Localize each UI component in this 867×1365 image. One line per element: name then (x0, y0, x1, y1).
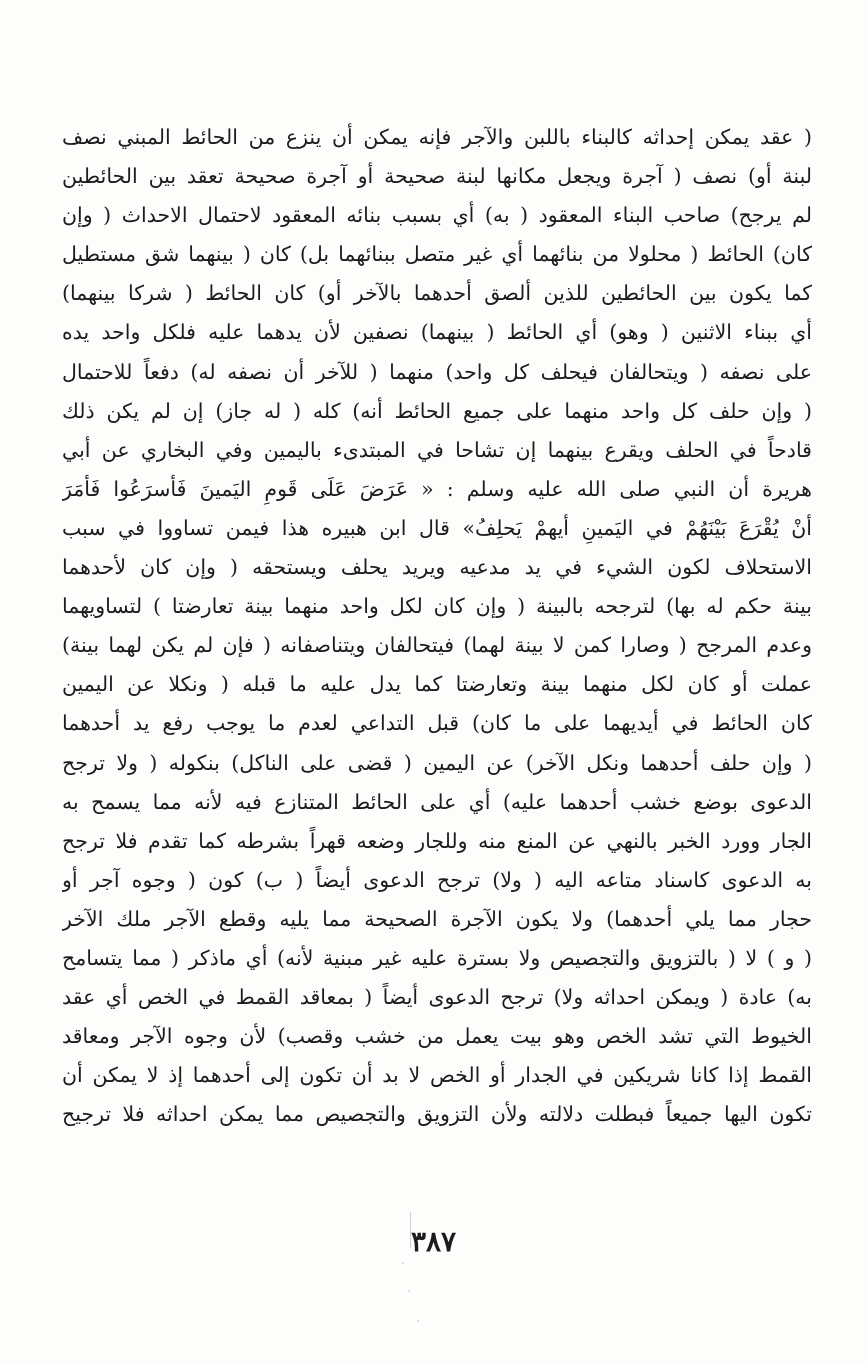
text-line: عملت أو كان لكل منهما بينة وتعارضتا كما يدل عليه ما قبله ( ونكلا عن اليمين (62, 672, 812, 697)
text-line: تكون اليها جميعاً فبطلت دلالته ولأن التزويق والتجصيص مما يمكن احداثه فلا ترجيح (62, 1102, 812, 1127)
text-line: ( وإن حلف أحدهما ونكل الآخر) عن اليمين ( قضى على الناكل) بنكوله ( ولا ترجح (62, 750, 812, 775)
text-line: وعدم المرجح ( وصارا كمن لا بينة لهما) فيتحالفان ويتناصفانه ( فإن لم يكن لهما بينة) (62, 633, 812, 658)
text-line: كان الحائط في أيديهما على ما كان) قبل التداعي لعدم ما يوجب رفع يد أحدهما (62, 711, 812, 736)
text-line: قادحاً في الحلف ويقرع بينهما إن تشاحا في المبتدىء باليمين وفي البخاري عن أبي (62, 437, 812, 462)
scan-speck (402, 1262, 404, 1264)
text-line: هريرة أن النبي صلى الله عليه وسلم : « عَرَضَ عَلَى قَومِ اليَمينَ فَأسرَعُوا فَأمَرَ (62, 476, 812, 501)
text-line: القمط إذا كانا شريكين في الجدار أو الخص لا بد أن تكون إلى أحدهما إذ لا يمكن أن (62, 1063, 812, 1088)
text-line: على نصفه ( ويتحالفان فيحلف كل واحد) منهما ( للآخر أن نصفه له) دفعاً للاحتمال (62, 359, 812, 384)
text-line: به) عادة ( ويمكن احداثه ولا) ترجح الدعوى أيضاً ( بمعاقد القمط في الخص أي عقد (62, 985, 812, 1010)
text-line: لبنة أو) نصف ( آجرة ويجعل مكانها لبنة صحيحة أو آجرة صحيحة تعقد بين الحائطين (62, 164, 812, 189)
text-line: ( عقد يمكن إحداثه كالبناء باللبن والآجر فإنه يمكن أن ينزع من الحائط المبني نصف (62, 125, 812, 149)
text-line: الاستحلاف لكون الشيء في يد مدعيه ويريد يحلف ويستحقه ( وإن كان لأحدهما (62, 555, 812, 580)
text-line: الجار وورد الخبر بالنهي عن المنع منه وللجار وضعه قهراً بشرطه كما تقدم فلا ترجح (62, 828, 812, 853)
text-line: بينة حكم له بها) لترجحه بالبينة ( وإن كان لكل واحد منهما بينة تعارضتا ) لتساويهما (62, 594, 812, 619)
text-line: أنْ يُقْرَعَ بَيْنَهُمْ في اليَمينِ أيهمْ يَحلِفُ» قال ابن هبيره هذا فيمن تساووا في سبب (62, 515, 812, 540)
text-line: به الدعوى كاسناد متاعه اليه ( ولا) ترجح الدعوى أيضاً ( ب) كون ( وجوه آجر أو (62, 867, 812, 892)
text-line: الخيوط التي تشد الخص وهو بيت يعمل من خشب وقصب) لأن وجوه الآجر ومعاقد (62, 1024, 812, 1049)
text-line: كان) الحائط ( محلولا من بنائهما أي غير متصل ببنائهما بل) كان ( بينهما شق مستطيل (62, 242, 812, 267)
text-line: الدعوى بوضع خشب أحدهما عليه) أي على الحائط المتنازع فيه لأنه مما يسمح به (62, 789, 812, 814)
text-line: كما يكون بين الحائطين للذين ألصق أحدهما بالآخر أو) كان الحائط ( شركا بينهما) (62, 281, 812, 306)
text-line: ( و ) لا ( بالتزويق والتجصيص ولا بسترة عليه غير مبنية لأنه) أي ماذكر ( مما يتسامح (62, 945, 812, 970)
body-text (62, 118, 812, 1134)
page-number: ٣٨٧ (410, 1225, 457, 1258)
text-line: حجار مما يلي أحدهما) ولا يكون الآجرة الصحيحة مما يليه وقطع الآجر ملك الآخر (62, 906, 812, 931)
scan-speck (408, 1290, 410, 1292)
text-line: ( وإن حلف كل واحد منهما على جميع الحائط أنه) كله ( له جاز) إن لم يكن ذلك (62, 398, 812, 423)
text-line: أي ببناء الاثنين ( وهو) أي الحائط ( بينهما) نصفين لأن يدهما عليه فلكل واحد يده (62, 320, 812, 345)
scan-speck (417, 1320, 419, 1322)
text-line: لم يرجح) صاحب البناء المعقود ( به) أي بسبب بنائه المعقود لاحتمال الاحداث ( وإن (62, 203, 812, 228)
